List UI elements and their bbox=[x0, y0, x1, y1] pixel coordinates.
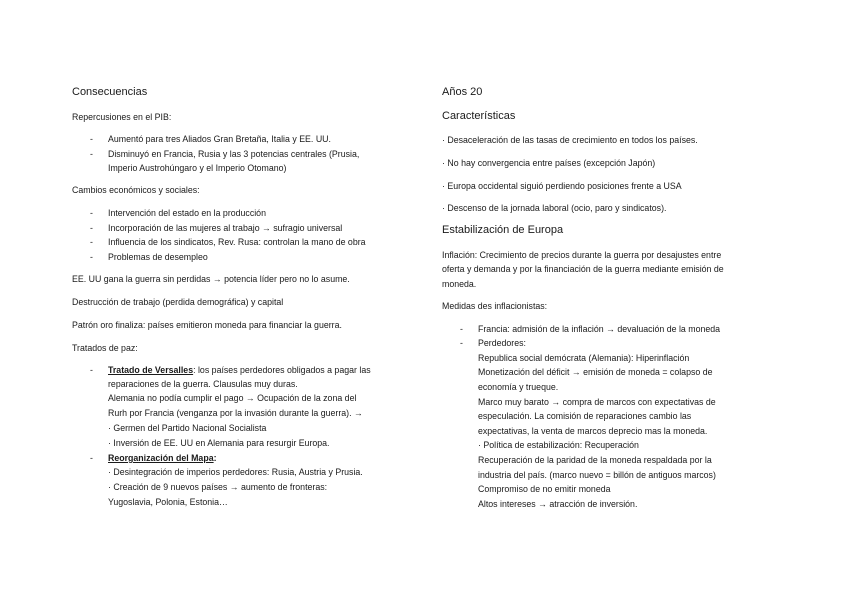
reorganizacion-colon: : bbox=[213, 453, 217, 463]
inflacion-line: Inflación: Crecimiento de precios durante la guerra por desajustes entre bbox=[442, 250, 722, 260]
list-item-continuation: Imperio Austrohúngaro y el Imperio Otomano) bbox=[108, 163, 287, 173]
perdedores-line: Recuperación de la paridad de la moneda respaldada por la bbox=[478, 455, 712, 465]
perdedores-line: economía y trueque. bbox=[478, 382, 559, 392]
list-item: Aumentó para tres Aliados Gran Bretaña, Italia y EE. UU. bbox=[108, 134, 331, 144]
versalles-line: · Inversión de EE. UU en Alemania para resurgir Europa. bbox=[108, 438, 330, 448]
pib-intro: Repercusiones en el PIB: bbox=[72, 112, 172, 122]
subheading-caracteristicas: Características bbox=[442, 110, 516, 122]
bullet-marker: - bbox=[90, 208, 93, 218]
versalles-line: reparaciones de la guerra. Clausulas muy duras. bbox=[108, 379, 298, 389]
medidas-intro: Medidas des inflacionistas: bbox=[442, 301, 548, 311]
perdedores-line: especulación. La comisión de reparaciones cambio las bbox=[478, 411, 692, 421]
list-item: Incorporación de las mujeres al trabajo → sufragio universal bbox=[108, 223, 343, 233]
versalles-line: Rurh por Francia (venganza por la invasión durante la guerra). → bbox=[108, 408, 363, 418]
versalles-line: Alemania no podía cumplir el pago → Ocupación de la zona del bbox=[108, 393, 357, 403]
perdedores-line: industria del país. (marco nuevo = billón de antiguos marcos) bbox=[478, 470, 716, 480]
versalles-title: Tratado de Versalles bbox=[108, 365, 194, 375]
perdedores-line: expectativas, la venta de marcos deprecio mas la moneda. bbox=[478, 426, 708, 436]
versalles-line: · Germen del Partido Nacional Socialista bbox=[108, 423, 267, 433]
reorganizacion-line: · Desintegración de imperios perdedores: Rusia, Austria y Prusia. bbox=[108, 467, 363, 477]
perdedores-line: Marco muy barato → compra de marcos con expectativas de bbox=[478, 397, 716, 407]
bullet-marker: - bbox=[90, 453, 93, 463]
reorganizacion-title: Reorganización del Mapa bbox=[108, 453, 214, 463]
cambios-intro: Cambios económicos y sociales: bbox=[72, 185, 200, 195]
perdedores-line: · Política de estabilización: Recuperación bbox=[478, 440, 639, 450]
bullet-marker: - bbox=[460, 324, 463, 334]
list-item-francia: Francia: admisión de la inflación → devaluación de la moneda bbox=[478, 324, 721, 334]
perdedores-line: Republica social demócrata (Alemania): Hiperinflación bbox=[478, 353, 690, 363]
paragraph-patron-oro: Patrón oro finaliza: países emitieron moneda para financiar la guerra. bbox=[72, 320, 342, 330]
list-item: Influencia de los sindicatos, Rev. Rusa: controlan la mano de obra bbox=[108, 237, 366, 247]
subheading-estabilizacion: Estabilización de Europa bbox=[442, 224, 564, 236]
bullet-marker: - bbox=[90, 149, 93, 159]
reorganizacion-line: · Creación de 9 nuevos países → aumento de fronteras: bbox=[108, 482, 328, 492]
paragraph-destruccion: Destrucción de trabajo (perdida demográfica) y capital bbox=[72, 297, 284, 307]
versalles-text: : los países perdedores obligados a pagar las bbox=[193, 365, 371, 375]
list-item: Disminuyó en Francia, Rusia y las 3 potencias centrales (Prusia, bbox=[108, 149, 360, 159]
caracteristica-item: · Europa occidental siguió perdiendo posiciones frente a USA bbox=[442, 181, 682, 191]
inflacion-line: oferta y demanda y por la financiación de la guerra mediante emisión de bbox=[442, 264, 724, 274]
tratados-intro: Tratados de paz: bbox=[72, 343, 138, 353]
bullet-marker: - bbox=[460, 338, 463, 348]
paragraph-ee-uu: EE. UU gana la guerra sin perdidas → potencia líder pero no lo asume. bbox=[72, 274, 350, 284]
section-heading-anos-20: Años 20 bbox=[442, 86, 483, 98]
perdedores-line: Compromiso de no emitir moneda bbox=[478, 484, 611, 494]
caracteristica-item: · Descenso de la jornada laboral (ocio, paro y sindicatos). bbox=[442, 203, 667, 213]
caracteristica-item: · No hay convergencia entre países (excepción Japón) bbox=[442, 158, 656, 168]
reorganizacion-line: Yugoslavia, Polonia, Estonia… bbox=[108, 497, 228, 507]
inflacion-line: moneda. bbox=[442, 279, 477, 289]
bullet-marker: - bbox=[90, 223, 93, 233]
list-item-versalles bbox=[108, 363, 371, 377]
bullet-marker: - bbox=[90, 237, 93, 247]
bullet-marker: - bbox=[90, 365, 93, 375]
list-item-reorganizacion bbox=[108, 451, 217, 465]
perdedores-line: Monetización del déficit → emisión de moneda = colapso de bbox=[478, 367, 713, 377]
section-heading-consecuencias: Consecuencias bbox=[72, 86, 148, 98]
list-item-perdedores: Perdedores: bbox=[478, 338, 526, 348]
list-item: Problemas de desempleo bbox=[108, 252, 208, 262]
perdedores-line: Altos intereses → atracción de inversión. bbox=[478, 499, 638, 509]
caracteristica-item: · Desaceleración de las tasas de crecimiento en todos los países. bbox=[442, 135, 698, 145]
list-item: Intervención del estado en la producción bbox=[108, 208, 266, 218]
bullet-marker: - bbox=[90, 134, 93, 144]
bullet-marker: - bbox=[90, 252, 93, 262]
